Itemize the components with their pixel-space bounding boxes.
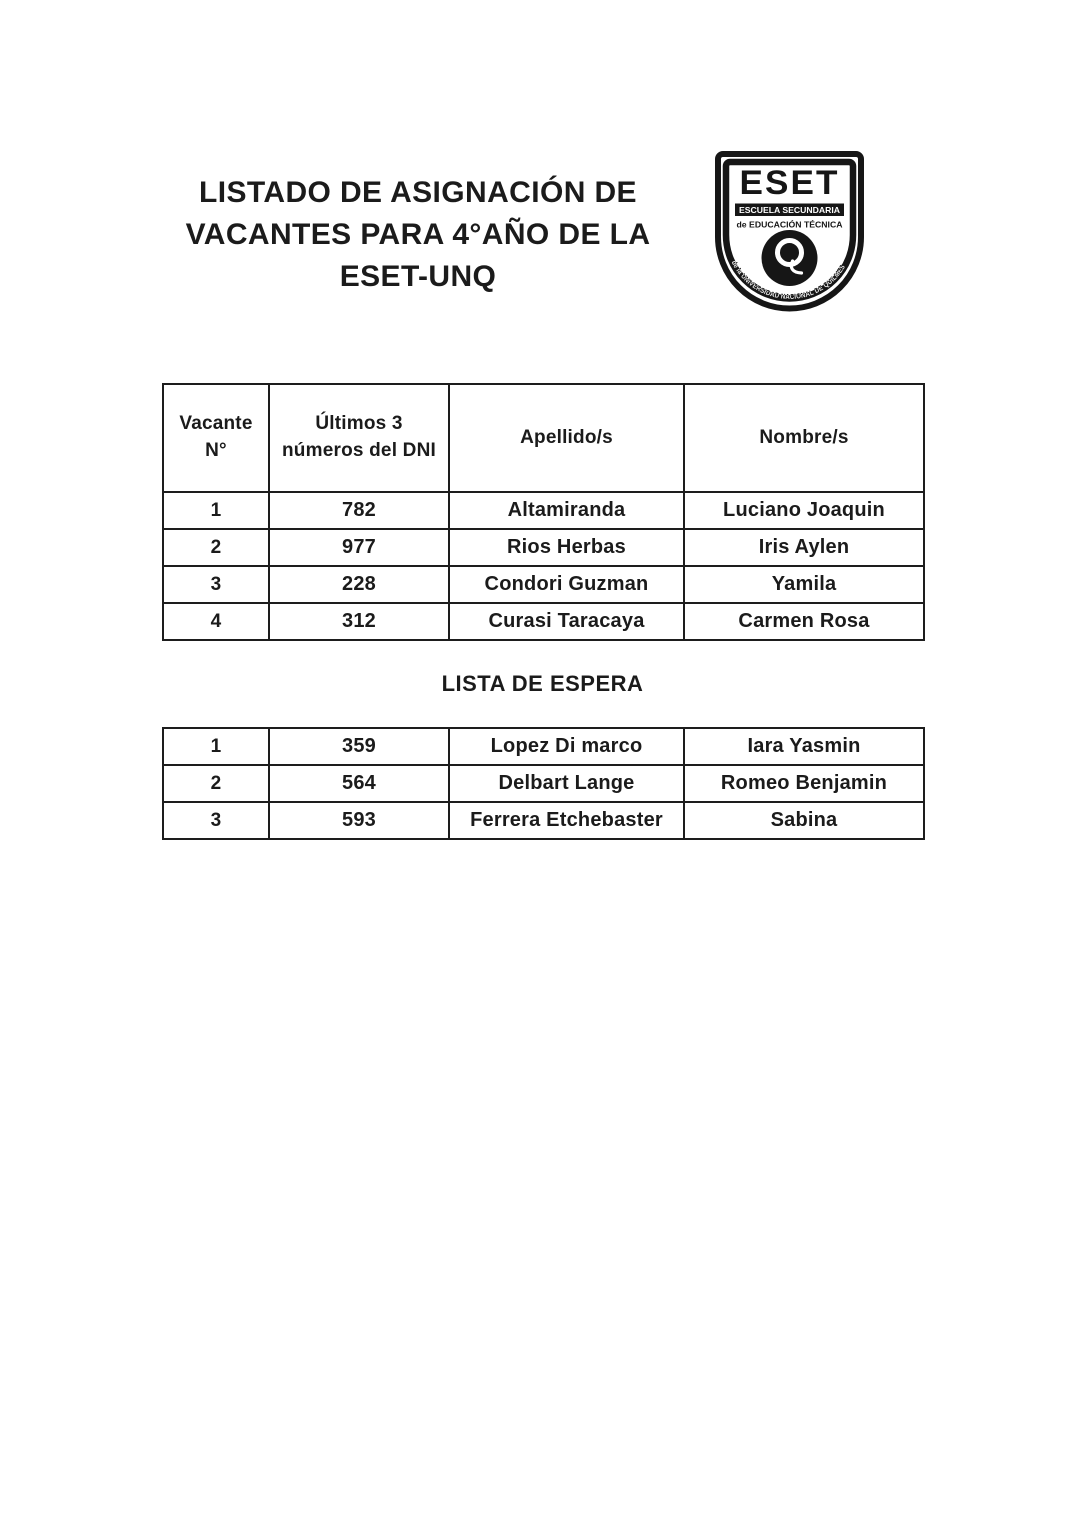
waitlist-table-body	[163, 728, 924, 839]
table-cell: Delbart Lange	[449, 765, 684, 802]
table-cell: 2	[163, 765, 269, 802]
table-cell: Curasi Taracaya	[449, 603, 684, 640]
table-cell: Condori Guzman	[449, 566, 684, 603]
column-header: Nombre/s	[684, 384, 924, 492]
logo-university-arc-text: de la UNIVERSIDAD NACIONAL DE QUILMES	[729, 259, 848, 302]
table-cell: 4	[163, 603, 269, 640]
table-row	[163, 492, 924, 529]
column-header: Apellido/s	[449, 384, 684, 492]
column-header: Últimos 3 números del DNI	[269, 384, 449, 492]
table-cell: Rios Herbas	[449, 529, 684, 566]
table-cell: 228	[269, 566, 449, 603]
eset-unq-logo	[713, 151, 866, 322]
table-cell: 359	[269, 728, 449, 765]
table-cell: Altamiranda	[449, 492, 684, 529]
table-cell: Iara Yasmin	[684, 728, 924, 765]
table-cell: Ferrera Etchebaster	[449, 802, 684, 839]
logo-school-line2: de EDUCACIÓN TÉCNICA	[736, 219, 842, 230]
table-cell: Luciano Joaquin	[684, 492, 924, 529]
table-cell: 2	[163, 529, 269, 566]
assignment-table-container	[162, 383, 923, 641]
table-cell: 977	[269, 529, 449, 566]
assignment-table-header-row	[163, 384, 924, 492]
table-row	[163, 529, 924, 566]
table-cell: 1	[163, 728, 269, 765]
waitlist-table	[162, 727, 925, 840]
waitlist-heading: LISTA DE ESPERA	[441, 671, 644, 696]
table-row	[163, 566, 924, 603]
table-cell: Carmen Rosa	[684, 603, 924, 640]
column-header: Vacante N°	[163, 384, 269, 492]
table-cell: 564	[269, 765, 449, 802]
table-cell: Romeo Benjamin	[684, 765, 924, 802]
table-row	[163, 765, 924, 802]
table-cell: 782	[269, 492, 449, 529]
table-cell: Iris Aylen	[684, 529, 924, 566]
table-cell: Yamila	[684, 566, 924, 603]
table-row	[163, 603, 924, 640]
assignment-table	[162, 383, 925, 641]
logo-acronym: ESET	[739, 164, 840, 202]
table-cell: 3	[163, 566, 269, 603]
assignment-table-body	[163, 492, 924, 640]
table-cell: Sabina	[684, 802, 924, 839]
table-cell: 1	[163, 492, 269, 529]
table-cell: 3	[163, 802, 269, 839]
waitlist-table-container	[162, 727, 923, 840]
table-cell: Lopez Di marco	[449, 728, 684, 765]
logo-school-line1: ESCUELA SECUNDARIA	[739, 205, 840, 216]
table-cell: 593	[269, 802, 449, 839]
page-title: LISTADO DE ASIGNACIÓN DE VACANTES PARA 4°AÑO DE LA ESET-UNQ	[185, 176, 651, 293]
table-cell: 312	[269, 603, 449, 640]
table-row	[163, 802, 924, 839]
table-row	[163, 728, 924, 765]
